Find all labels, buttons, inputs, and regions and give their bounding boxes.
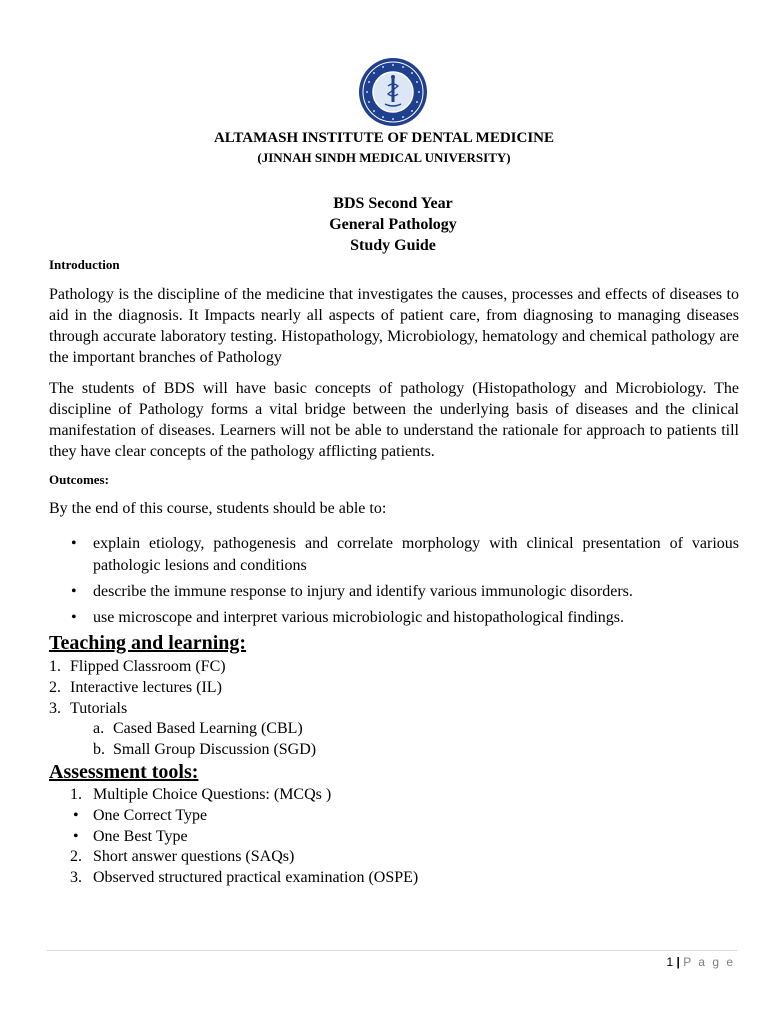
outcome-item: • use microscope and interpret various microbiologic and histopathological findings. xyxy=(49,607,739,629)
page-footer xyxy=(666,955,735,969)
teaching-methods-list xyxy=(49,657,226,719)
list-item xyxy=(93,719,316,740)
list-item-label: Multiple Choice Questions: (MCQs ) xyxy=(93,786,332,803)
assessment-tools-list xyxy=(70,785,418,889)
list-marker: b. xyxy=(93,740,105,758)
university-name: (JINNAH SINDH MEDICAL UNIVERSITY) xyxy=(257,150,511,165)
document-type-title: Study Guide xyxy=(350,237,436,254)
footer-divider xyxy=(47,950,737,951)
outcomes-heading: Outcomes: xyxy=(49,472,109,487)
assessment-tools-heading: Assessment tools: xyxy=(49,761,199,783)
outcomes-list xyxy=(49,533,739,633)
list-marker: 3. xyxy=(49,699,61,717)
introduction-heading: Introduction xyxy=(49,257,120,272)
list-marker: • xyxy=(73,827,79,845)
list-item-label: One Best Type xyxy=(93,827,188,845)
list-marker: • xyxy=(73,806,79,824)
list-item xyxy=(49,657,226,678)
outcomes-intro: By the end of this course, students should be able to: xyxy=(49,500,387,517)
list-marker: 1. xyxy=(49,658,61,675)
list-marker: a. xyxy=(93,720,105,737)
list-item-label: Flipped Classroom (FC) xyxy=(70,658,226,675)
list-item xyxy=(70,868,418,889)
list-marker: 1. xyxy=(70,786,82,803)
list-item xyxy=(70,785,418,806)
list-item xyxy=(93,740,316,761)
list-item-label: Cased Based Learning (CBL) xyxy=(113,720,303,737)
institution-name: ALTAMASH INSTITUTE OF DENTAL MEDICINE xyxy=(213,130,555,146)
introduction-paragraph-2: The students of BDS will have basic concepts of pathology (Histopathology and Microbiology. The discipline of Pathology forms a vital bridge between the underlying basis of diseases and the clinical manifestation of diseases. Learners will not be able to understand the rationale for approach to patients till they have clear concepts of the pathology afflicting patients. xyxy=(49,380,739,460)
list-item-label: Observed structured practical examination (OSPE) xyxy=(93,869,419,887)
list-item-label: Small Group Discussion (SGD) xyxy=(113,740,317,758)
page-label: P a g e xyxy=(683,955,735,969)
list-marker: 3. xyxy=(70,869,82,887)
list-marker: 2. xyxy=(70,848,82,866)
outcome-item: • explain etiology, pathogenesis and correlate morphology with clinical presentation of various pathologic lesions and conditions xyxy=(49,533,739,577)
outcome-item: • describe the immune response to injury and identify various immunologic disorders. xyxy=(49,581,739,603)
list-item-label: One Correct Type xyxy=(93,806,208,824)
footer-separator: | xyxy=(676,955,680,969)
introduction-paragraph-1: Pathology is the discipline of the medicine that investigates the causes, processes and effects of diseases to aid in the diagnosis. It Impacts nearly all aspects of patient care, from diagnosing to managing diseases through accurate laboratory testing. Histopathology, Microbiology, hematology and chemical pathology are the important branches of Pathology xyxy=(49,286,739,366)
list-item xyxy=(70,847,418,868)
tutorial-types-list xyxy=(93,719,316,761)
institution-logo xyxy=(357,56,429,128)
list-item-label: Interactive lectures (IL) xyxy=(70,678,222,696)
list-item-label: Short answer questions (SAQs) xyxy=(93,848,295,866)
list-marker: 2. xyxy=(49,678,61,696)
course-subject-title: General Pathology xyxy=(329,216,457,233)
course-year-title: BDS Second Year xyxy=(333,195,453,212)
teaching-learning-heading: Teaching and learning: xyxy=(49,632,247,654)
list-item xyxy=(49,699,226,720)
list-item xyxy=(70,827,418,848)
list-item xyxy=(49,678,226,699)
page-number: 1 xyxy=(666,955,674,969)
list-item xyxy=(70,806,418,827)
list-item-label: Tutorials xyxy=(70,699,128,717)
